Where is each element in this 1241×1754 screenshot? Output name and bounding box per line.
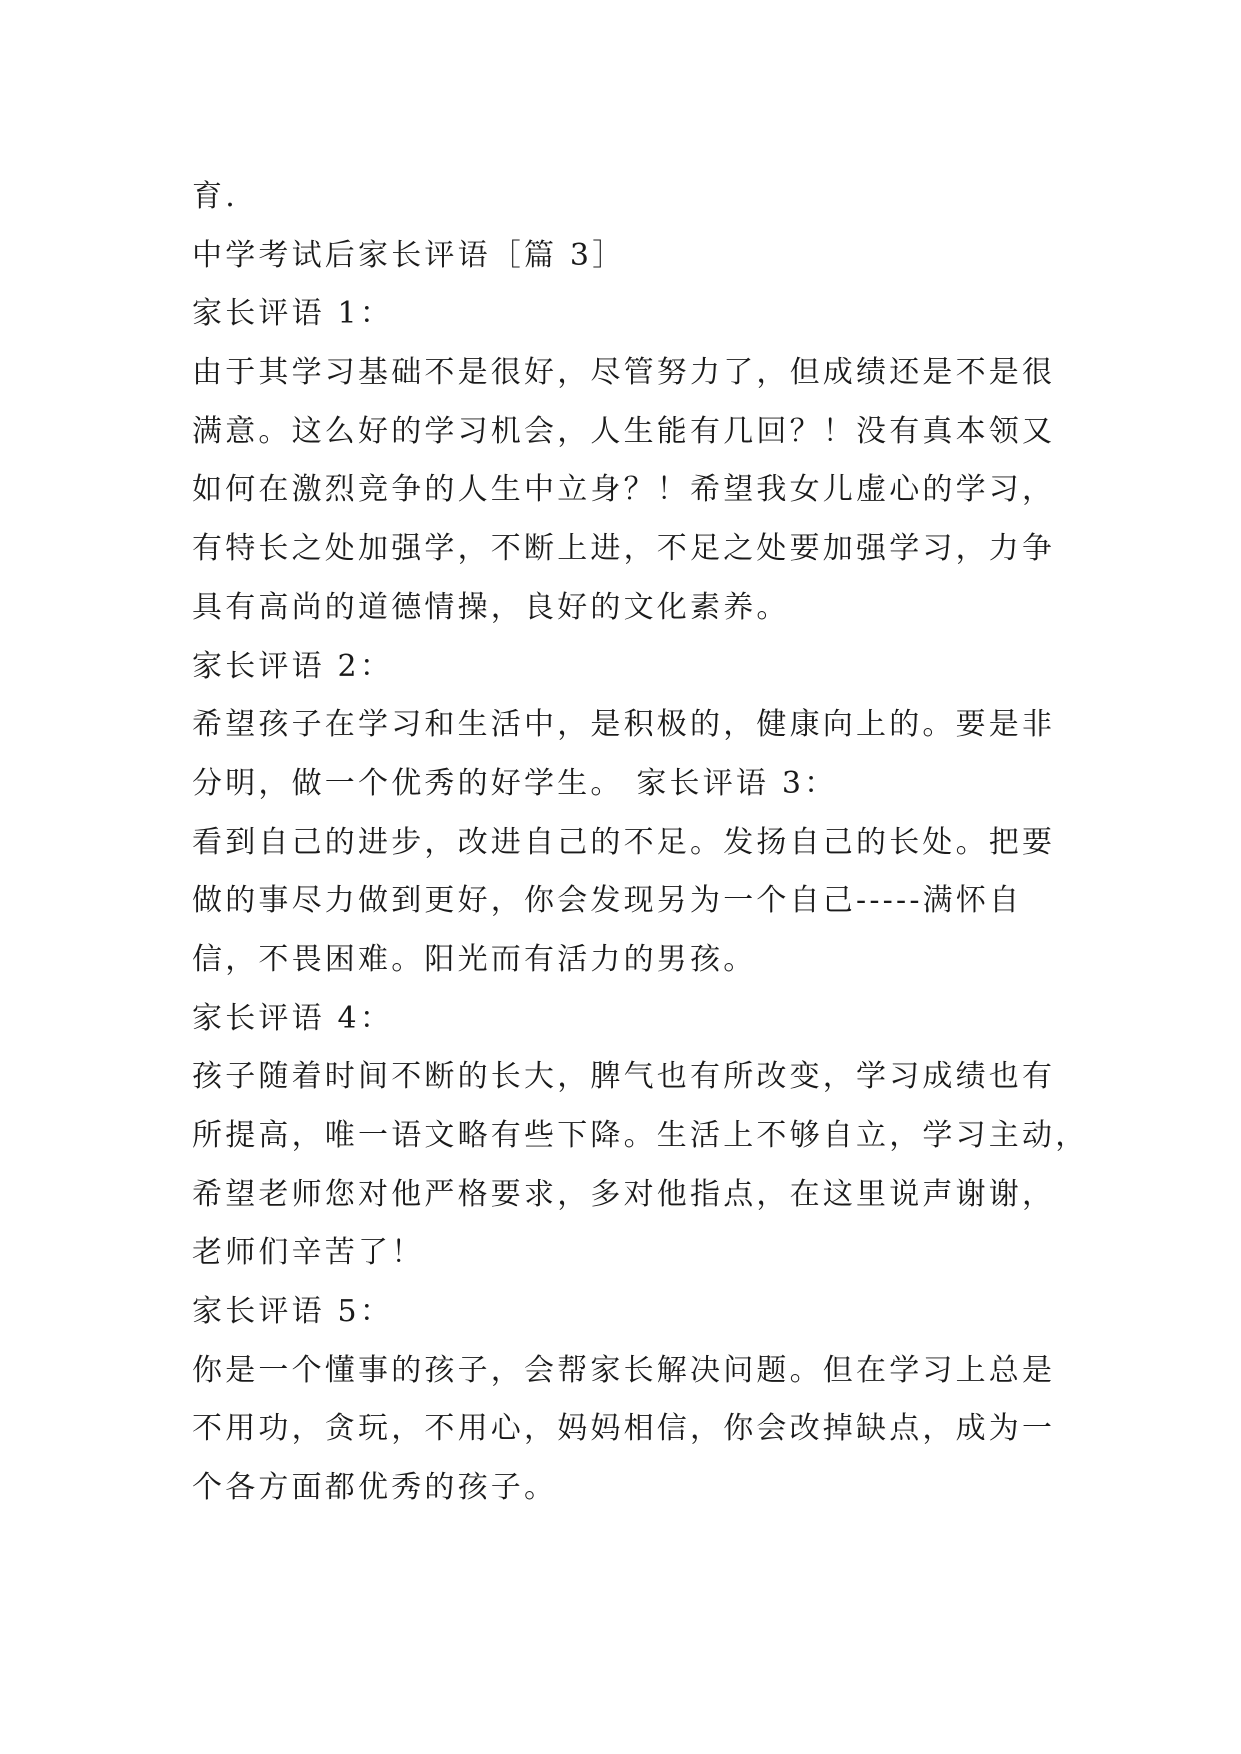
text-line: 不用功，贪玩，不用心，妈妈相信，你会改掉缺点，成为一 xyxy=(192,1411,1056,1447)
text-line: 信，不畏困难。阳光而有活力的男孩。 xyxy=(192,941,757,977)
text-line: 分明，做一个优秀的好学生。 家长评语 3： xyxy=(192,765,838,801)
text-line: 希望老师您对他严格要求，多对他指点，在这里说声谢谢， xyxy=(192,1176,1056,1212)
document-body xyxy=(192,168,1092,1518)
text-line: 孩子随着时间不断的长大，脾气也有所改变，学习成绩也有 xyxy=(192,1059,1056,1095)
text-line: 育. xyxy=(192,179,238,214)
text-line: 由于其学习基础不是很好，尽管努力了，但成绩还是不是很 xyxy=(192,355,1056,391)
text-line: 所提高，唯一语文略有些下降。生活上不够自立，学习主动， xyxy=(192,1118,1089,1153)
text-line: 如何在激烈竞争的人生中立身？！希望我女儿虚心的学习， xyxy=(192,472,1056,508)
text-line: 看到自己的进步，改进自己的不足。发扬自己的长处。把要 xyxy=(192,824,1056,860)
text-line: 满意。这么好的学习机会，人生能有几回？！没有真本领又 xyxy=(192,413,1056,449)
text-line: 你是一个懂事的孩子，会帮家长解决问题。但在学习上总是 xyxy=(192,1352,1056,1388)
comment-heading: 家长评语 1： xyxy=(192,296,394,332)
text-line: 做的事尽力做到更好，你会发现另为一个自己-----满怀自 xyxy=(192,883,1023,919)
comment-heading: 家长评语 4： xyxy=(192,1000,394,1036)
text-line: 老师们辛苦了！ xyxy=(192,1235,425,1271)
comment-heading: 家长评语 5： xyxy=(192,1294,394,1330)
comment-heading: 家长评语 2： xyxy=(192,648,394,684)
text-line: 有特长之处加强学，不断上进，不足之处要加强学习，力争 xyxy=(192,531,1056,567)
text-line: 希望孩子在学习和生活中，是积极的，健康向上的。要是非 xyxy=(192,707,1056,743)
text-line: 具有高尚的道德情操，良好的文化素养。 xyxy=(192,589,790,625)
section-title: 中学考试后家长评语［篇 3］ xyxy=(192,237,626,273)
text-line: 个各方面都优秀的孩子。 xyxy=(192,1470,558,1506)
